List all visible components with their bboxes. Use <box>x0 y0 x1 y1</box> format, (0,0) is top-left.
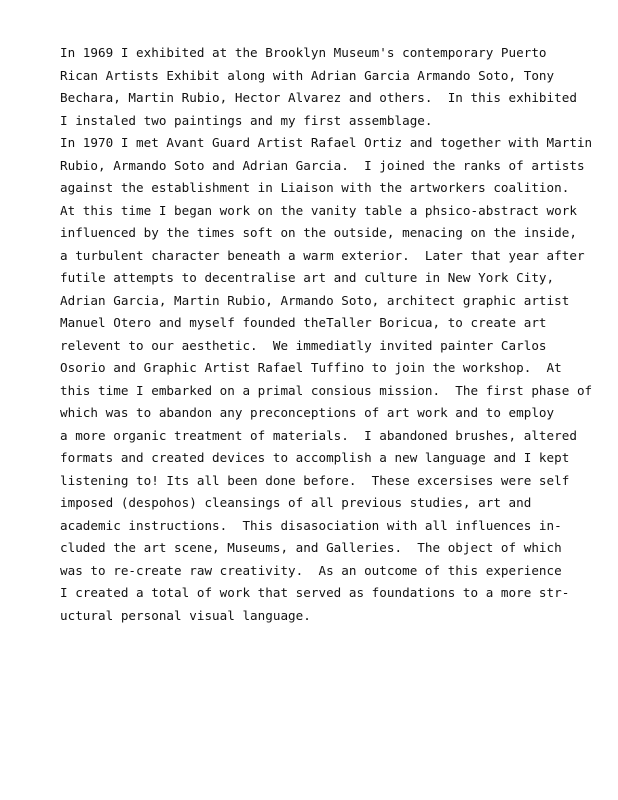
text-line: At this time I began work on the vanity table a phsico-abstract work <box>60 202 577 218</box>
text-line: formats and created devices to accomplish a new language and I kept <box>60 450 570 465</box>
text-line: was to re-create raw creativity. As an outcome of this experience <box>60 562 562 578</box>
text-line: Osorio and Graphic Artist Rafael Tuffino to join the workshop. At <box>60 360 562 375</box>
text-line: a more organic treatment of materials. I abandoned brushes, altered <box>60 427 577 443</box>
text-line: influenced by the times soft on the outside, menacing on the inside, <box>60 225 577 240</box>
text-line: relevent to our aesthetic. We immediatly invited painter Carlos <box>60 337 547 353</box>
text-line: I instaled two paintings and my first assemblage. <box>60 112 433 128</box>
text-line: academic instructions. This disasociation with all influences in- <box>60 517 562 533</box>
text-line: futile attempts to decentralise art and culture in New York City, <box>60 270 555 285</box>
text-line: Manuel Otero and myself founded theTaller Boricua, to create art <box>60 315 547 330</box>
text-line: which was to abandon any preconceptions of art work and to employ <box>60 405 555 420</box>
typewritten-text <box>60 42 610 627</box>
text-line: Bechara, Martin Rubio, Hector Alvarez and others. In this exhibited <box>60 90 577 105</box>
text-line: uctural personal visual language. <box>60 607 311 623</box>
text-line: I created a total of work that served as foundations to a more str- <box>60 585 570 600</box>
text-line: against the establishment in Liaison with the artworkers coalition. <box>60 180 570 195</box>
text-line: In 1969 I exhibited at the Brooklyn Museum's contemporary Puerto <box>60 45 547 60</box>
text-line: listening to! Its all been done before. These excersises were self <box>60 472 570 488</box>
text-line: Rubio, Armando Soto and Adrian Garcia. I joined the ranks of artists <box>60 157 585 173</box>
text-line: imposed (despohοs) cleansings of all previous studies, art and <box>60 495 532 510</box>
text-line: a turbulent character beneath a warm exterior. Later that year after <box>60 247 585 263</box>
text-line: In 1970 I met Avant Guard Artist Rafael Ortiz and together with Martin <box>60 135 593 150</box>
text-line: Adrian Garcia, Martin Rubio, Armando Soto, architect graphic artist <box>60 292 570 308</box>
text-line: Rican Artists Exhibit along with Adrian Garcia Armando Soto, Tony <box>60 67 555 83</box>
text-line: this time I embarked on a primal consious mission. The first phase of <box>60 382 593 398</box>
text-line: cluded the art scene, Museums, and Galleries. The object of which <box>60 540 562 555</box>
